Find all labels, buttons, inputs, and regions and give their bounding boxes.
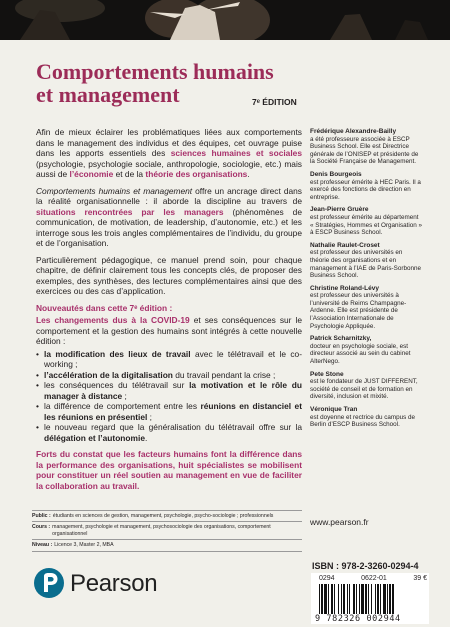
author-name: Patrick Scharnitzky,: [310, 335, 372, 343]
author-entry: [310, 128, 422, 166]
italic-book-title: Comportements humains et management: [36, 185, 193, 196]
text-run: .: [247, 169, 250, 179]
barcode-icon: [317, 584, 425, 614]
table-row: [32, 539, 302, 551]
author-name: Frédérique Alexandre-Bailly: [310, 128, 397, 135]
highlight-text: théorie des organisations: [145, 169, 248, 179]
list-item: [36, 401, 302, 422]
bold-text: la motivation et le rôle du manager à distance: [44, 380, 302, 401]
title-line-2: et management: [36, 82, 180, 107]
list-item: [36, 380, 302, 401]
dancers-silhouette-image: [0, 0, 450, 40]
author-name: Véronique Tran: [310, 406, 358, 413]
author-bio: a été professeure associée à ESCP Business School. Elle est Directrice générale de l’ONISEP et présidente de la Société Française de Management.: [310, 135, 419, 166]
list-item: [36, 422, 302, 443]
highlight-text: l’économie: [69, 169, 114, 179]
author-entry: [310, 406, 422, 429]
text-run: offre un ancrage direct dans la réalité organisationnelle : il aborde la discipline au travers de: [36, 185, 302, 206]
new-edition-heading: Nouveautés dans cette 7ᵉ édition :: [36, 302, 173, 313]
isbn-label: ISBN : 978-2-3260-0294-4: [312, 561, 419, 571]
table-row: [32, 521, 302, 539]
author-entry: [310, 171, 422, 201]
author-bio: est doyenne et rectrice du campus de Berlin d’ESCP Business School.: [310, 413, 416, 429]
row-key: Niveau :: [32, 542, 53, 549]
text-run: (phénomènes de communication, de motivation, de leadership, d’autonomie, etc.) et les interroge sous les trois angles complémentaires de l’individu, du groupe et de l’organisation.: [36, 206, 302, 248]
table-row: [32, 510, 302, 521]
barcode-code: 0622-01: [361, 575, 387, 582]
author-bio: est professeur des universités à l’université de Reims Champagne-Ardenne. Elle est présidente de l’Association Internationale de Psychologie Appliquée.: [310, 292, 407, 330]
back-cover-description: [36, 127, 302, 497]
author-entry: [310, 242, 422, 280]
text-run: .: [144, 432, 148, 443]
author-bio: docteur en psychologie sociale, est directeur associé au sein du cabinet AlterNego.: [310, 342, 411, 366]
bold-text: la modification des lieux de travail: [44, 348, 191, 359]
text-run: et ses conséquences sur le comportement et la gestion des humains sont intégrés à cette nouvelle édition :: [36, 315, 302, 346]
author-name: Christine Roland-Lévy: [310, 284, 379, 292]
author-bio: est le fondateur de JUST DIFFERENT, société de conseil et de formation en diversité, inclusion et mixité.: [310, 378, 418, 401]
text-run: ;: [147, 411, 152, 422]
author-name: Jean-Pierre Gruère: [310, 206, 369, 214]
text-run: la différence de comportement entre les: [44, 401, 201, 411]
anchor-paragraph: [36, 186, 302, 249]
new-edition-list: [36, 349, 302, 444]
edition-label: 7ᵉ ÉDITION: [252, 97, 297, 107]
closing-statement: Forts du constat que les facteurs humains font la différence dans la performance des organisations, huit spécialistes se mobilisent pour constituer un réel soutien au management en vue de faciliter la collaboration au travail.: [36, 449, 302, 491]
barcode-digits: 9 782326 002944: [315, 614, 401, 624]
cover-photo-strip: [0, 0, 450, 40]
barcode-panel: [311, 573, 429, 624]
list-item: [36, 349, 302, 370]
list-item: [36, 370, 302, 381]
text-run: (psychologie, psychologie sociale, anthropologie, sociologie, etc.) mais aussi de: [36, 158, 302, 179]
author-name: Nathalie Raulet-Croset: [310, 241, 380, 249]
highlight-text: sciences humaines et sociales: [170, 148, 302, 158]
author-name: Denis Bourgeois: [310, 170, 362, 178]
author-entry: [310, 335, 422, 365]
bold-text: réunions en distanciel et les réunions en présentiel: [44, 401, 302, 422]
row-key: Cours :: [32, 524, 51, 531]
row-key: Public :: [32, 513, 51, 519]
pearson-logo-icon: [34, 568, 64, 598]
barcode-code: 0294: [319, 575, 335, 582]
pearson-wordmark: Pearson: [70, 570, 158, 597]
text-run: du travail pendant la crise ;: [172, 369, 276, 380]
author-entry: [310, 371, 422, 401]
text-run: et de la: [113, 169, 146, 179]
text-run: Afin de mieux éclairer les problématiques liées aux comportements dans le management des individus et des équipes, cet ouvrage puise dans les apports essentiels des: [36, 127, 302, 158]
title-line-1: Comportements humains: [36, 59, 274, 84]
authors-column: [310, 128, 422, 434]
author-bio: est professeur des universités en théorie des organisations et en management à l’IAE de Paris-Sorbonne Business School.: [310, 249, 421, 280]
row-value: management, psychologie et management, psychosociologie des organisations, comportement organisationnel: [52, 524, 271, 537]
barcode-header: [319, 575, 427, 582]
author-bio: est professeur émérite à HEC Paris. Il a exercé des fonctions de direction en entreprise.: [310, 178, 421, 201]
new-edition-intro: [36, 315, 302, 347]
author-entry: [310, 206, 422, 236]
pedagogy-paragraph: Particulièrement pédagogique, ce manuel prend soin, pour chaque chapitre, de définir clairement tous les concepts clés, de proposer des exemples, des synthèses, des lectures complémentaires ainsi que des exercices ou des cas d’application.: [36, 254, 302, 296]
price-label: 39 €: [413, 575, 427, 582]
text-run: ;: [122, 390, 127, 401]
bold-text: délégation et l’autonomie: [44, 432, 145, 443]
author-name: Pete Stone: [310, 370, 344, 378]
intro-paragraph: [36, 127, 302, 180]
text-run: les conséquences du télétravail sur: [44, 380, 190, 390]
author-bio: est professeur émérite au département « Stratégies, Hommes et Organisation » à ESCP Business School.: [310, 213, 422, 237]
text-run: avec le télétravail et le co-working ;: [44, 348, 302, 369]
author-entry: [310, 285, 422, 331]
highlight-text: situations rencontrées par les managers: [36, 206, 224, 217]
website-link[interactable]: www.pearson.fr: [310, 517, 369, 527]
bold-text: l’accélération de la digitalisation: [44, 369, 173, 380]
row-value: Licence 3, Master 2, MBA: [54, 542, 114, 549]
audience-table: [32, 510, 302, 552]
row-value: étudiants en sciences de gestion, management, psychologie, psycho-sociologie ; professionnels: [52, 513, 274, 519]
text-run: le nouveau regard que la généralisation du télétravail offre sur la: [44, 422, 302, 432]
highlight-text: Les changements dus à la COVID-19: [36, 315, 190, 325]
